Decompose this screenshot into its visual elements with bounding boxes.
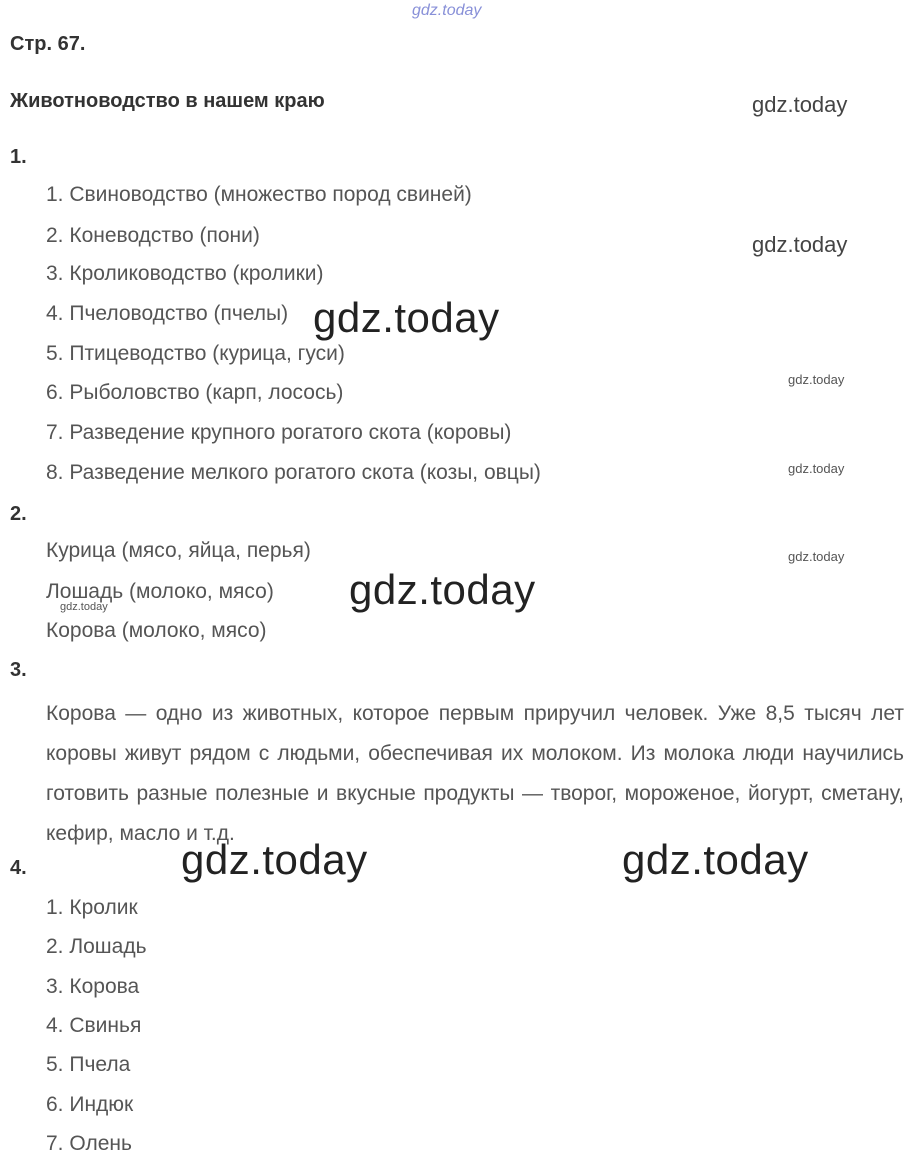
- list-item: 5. Птицеводство (курица, гуси): [46, 342, 345, 365]
- watermark: gdz.today: [60, 601, 108, 613]
- watermark: gdz.today: [788, 549, 845, 564]
- list-item: Курица (мясо, яйца, перья): [46, 539, 311, 562]
- section-4-number: 4.: [10, 857, 27, 879]
- section-3-number: 3.: [10, 659, 27, 681]
- list-item: 6. Индюк: [46, 1093, 134, 1116]
- list-item: 5. Пчела: [46, 1053, 131, 1076]
- section-1-number: 1.: [10, 146, 27, 168]
- watermark: gdz.today: [349, 566, 536, 613]
- section-3-paragraph: Корова — одно из животных, которое первым приручил человек. Уже 8,5 тысяч лет коровы живут рядом с людьми, обеспечивая их молоком. Из молока люди научились готовить разные полезные и вкусные продукты — творог, мороженое, йогурт, сметану, кефир, масло и т.д.: [46, 702, 904, 845]
- list-item: 8. Разведение мелкого рогатого скота (козы, овцы): [46, 461, 541, 484]
- watermark-top: gdz.today: [412, 2, 482, 19]
- list-item: Лошадь (молоко, мясо): [46, 580, 274, 603]
- page-title: Животноводство в нашем краю: [10, 90, 325, 112]
- list-item: 2. Лошадь: [46, 935, 147, 958]
- section-2-number: 2.: [10, 503, 27, 525]
- watermark: gdz.today: [313, 294, 500, 341]
- list-item: 1. Свиноводство (множество пород свиней): [46, 183, 472, 206]
- list-item: 3. Кролиководство (кролики): [46, 262, 324, 285]
- watermark: gdz.today: [181, 836, 368, 883]
- watermark: gdz.today: [752, 232, 848, 257]
- list-item: 6. Рыболовство (карп, лосось): [46, 381, 344, 404]
- list-item: 7. Олень: [46, 1132, 132, 1155]
- watermark: gdz.today: [788, 372, 845, 387]
- page-number: Стр. 67.: [10, 33, 86, 55]
- list-item: 7. Разведение крупного рогатого скота (коровы): [46, 421, 512, 444]
- list-item: 4. Пчеловодство (пчелы): [46, 302, 289, 325]
- watermark: gdz.today: [622, 836, 809, 883]
- list-item: 2. Коневодство (пони): [46, 224, 260, 247]
- list-item: 1. Кролик: [46, 896, 138, 919]
- list-item: 3. Корова: [46, 975, 140, 998]
- list-item: 4. Свинья: [46, 1014, 142, 1037]
- watermark: gdz.today: [752, 92, 848, 117]
- list-item: Корова (молоко, мясо): [46, 619, 267, 642]
- watermark: gdz.today: [840, 1150, 888, 1162]
- watermark: gdz.today: [788, 461, 845, 476]
